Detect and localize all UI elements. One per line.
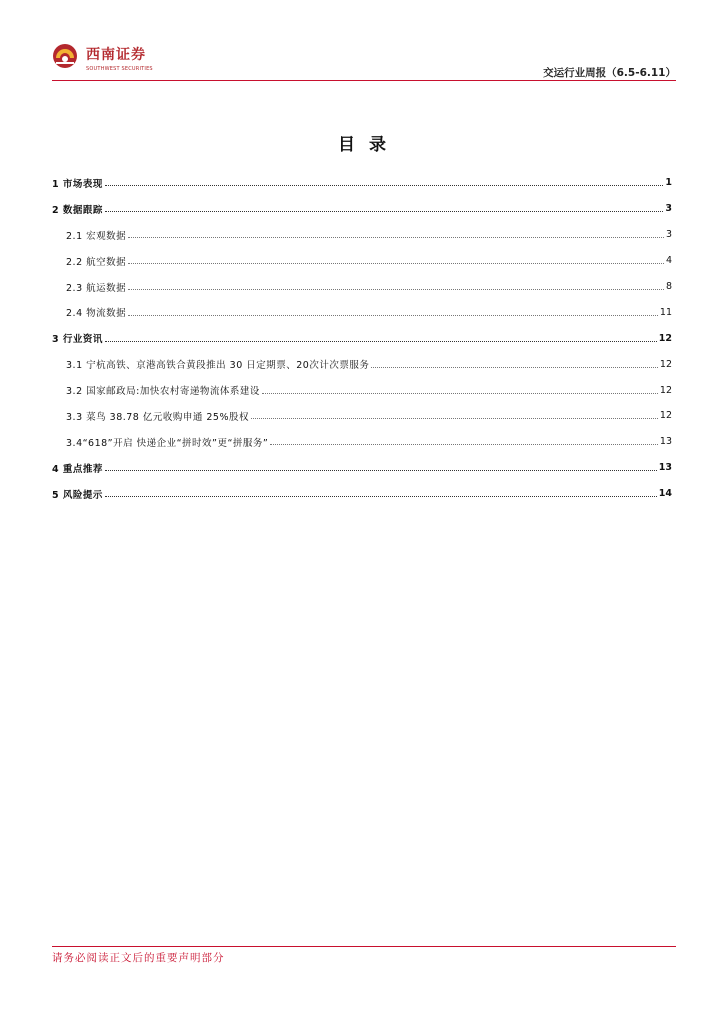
toc-entry-page-number: 12 (658, 332, 672, 344)
toc-dot-leader (270, 444, 658, 445)
toc-dot-leader (128, 289, 664, 290)
company-logo (52, 43, 182, 77)
table-of-contents (52, 170, 672, 507)
toc-entry-page-number: 8 (665, 281, 672, 292)
toc-dot-leader (371, 367, 658, 368)
toc-entry[interactable] (52, 170, 672, 196)
toc-entry-page-number: 14 (658, 488, 672, 500)
toc-dot-leader (105, 211, 663, 212)
toc-entry-label: 3.1 宁杭高铁、京港高铁合黄段推出 30 日定期票、20次计次票服务 (66, 360, 370, 372)
toc-entry[interactable] (52, 248, 672, 274)
toc-dot-leader (251, 418, 658, 419)
footer-disclaimer: 请务必阅读正文后的重要声明部分 (52, 952, 225, 964)
toc-entry-label: 4 重点推荐 (52, 463, 103, 475)
logo-chinese-name: 西南证券 (86, 47, 146, 63)
toc-entry[interactable] (52, 481, 672, 507)
toc-entry-label: 2.1 宏观数据 (66, 230, 127, 242)
toc-entry-page-number: 12 (659, 384, 672, 396)
toc-entry-label: 2.3 航运数据 (66, 282, 127, 294)
toc-dot-leader (262, 393, 658, 394)
toc-entry-page-number: 3 (665, 203, 672, 215)
toc-entry-page-number: 12 (659, 410, 672, 422)
toc-entry-page-number: 12 (659, 358, 672, 370)
toc-dot-leader (105, 341, 657, 342)
toc-entry-label: 5 风险提示 (52, 489, 103, 501)
toc-entry[interactable] (52, 196, 672, 222)
toc-entry[interactable] (52, 403, 672, 429)
toc-entry-label: 3.4“618”开启 快递企业“拼时效”更“拼服务” (66, 437, 269, 449)
toc-entry[interactable] (52, 351, 672, 377)
toc-entry[interactable] (52, 429, 672, 455)
page-header (52, 40, 676, 82)
toc-entry-page-number: 13 (658, 462, 672, 474)
toc-dot-leader (105, 185, 663, 186)
toc-entry[interactable] (52, 222, 672, 248)
toc-entry-label: 3.2 国家邮政局:加快农村寄递物流体系建设 (66, 386, 260, 398)
southwest-securities-logo-icon (52, 43, 78, 69)
toc-entry-label: 2 数据跟踪 (52, 204, 103, 216)
footer-divider (52, 946, 676, 947)
toc-entry[interactable] (52, 274, 672, 300)
toc-entry-label: 1 市场表现 (52, 178, 103, 190)
toc-dot-leader (128, 315, 658, 316)
toc-entry-label: 2.4 物流数据 (66, 308, 127, 320)
toc-entry[interactable] (52, 455, 672, 481)
toc-dot-leader (128, 237, 664, 238)
toc-entry-label: 3 行业资讯 (52, 334, 103, 346)
toc-entry[interactable] (52, 325, 672, 351)
toc-entry-label: 3.3 菜鸟 38.78 亿元收购申通 25%股权 (66, 411, 249, 423)
toc-entry[interactable] (52, 377, 672, 403)
header-divider (52, 80, 676, 81)
toc-entry-page-number: 1 (665, 177, 672, 189)
toc-entry-page-number: 11 (659, 306, 672, 318)
toc-entry-page-number: 4 (665, 255, 672, 267)
toc-entry-page-number: 3 (665, 229, 672, 241)
toc-dot-leader (105, 470, 657, 471)
toc-dot-leader (105, 496, 657, 497)
report-title: 交运行业周报（6.5-6.11） (543, 67, 676, 79)
logo-english-name: SOUTHWEST SECURITIES (86, 66, 153, 72)
toc-heading: 目录 (338, 135, 400, 155)
toc-entry-label: 2.2 航空数据 (66, 256, 127, 268)
toc-entry-page-number: 13 (659, 436, 672, 448)
toc-dot-leader (128, 263, 664, 264)
toc-entry[interactable] (52, 299, 672, 325)
